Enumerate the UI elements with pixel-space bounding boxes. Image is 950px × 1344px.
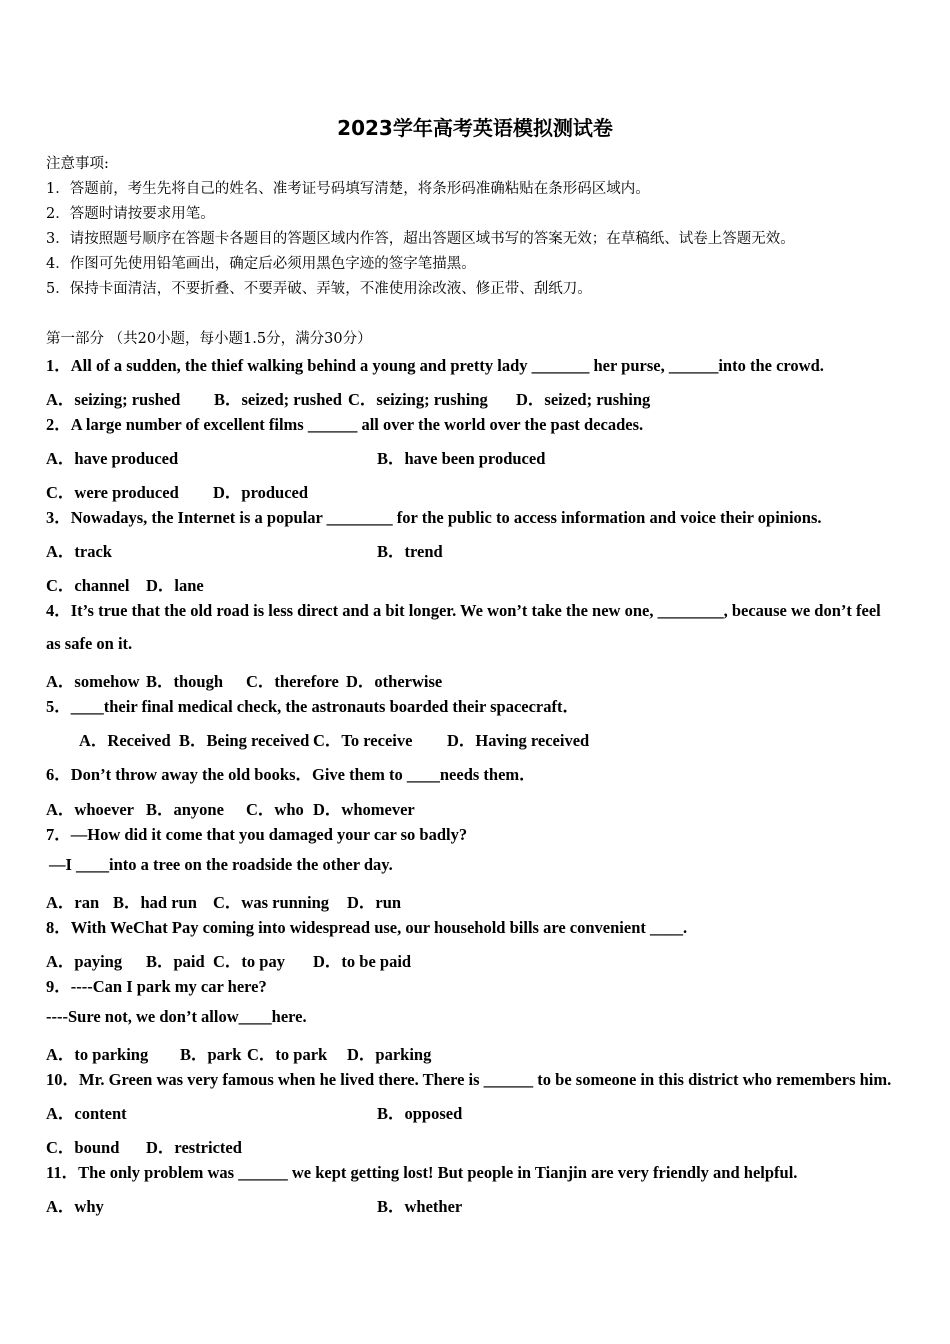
option-c[interactable]: C．channel (46, 576, 130, 595)
option-c[interactable]: C．who (246, 800, 304, 819)
question-text: The only problem was ______ we kept getting lost! But people in Tianjin are very friendly and helpful. (78, 1163, 798, 1182)
question-2-stem (46, 411, 643, 435)
option-b[interactable]: B．whether (377, 1197, 463, 1216)
question-11-options-row1 (46, 1193, 462, 1217)
option-b[interactable]: B．opposed (377, 1104, 463, 1123)
question-number: 5． (46, 697, 71, 716)
question-6-stem (46, 761, 536, 785)
option-d[interactable]: D．seized; rushing (516, 390, 651, 409)
question-text: With WeChat Pay coming into widespread use, our household bills are convenient ____. (70, 918, 688, 937)
question-7-options (46, 889, 401, 913)
question-10-options-row1 (46, 1100, 462, 1124)
question-4-stem (46, 597, 881, 621)
question-9-stem (46, 973, 267, 997)
question-2-options-row2 (46, 479, 308, 503)
option-b[interactable]: B．though (146, 672, 224, 691)
question-4-options (46, 668, 442, 692)
option-c[interactable]: C．therefore (246, 672, 339, 691)
option-c[interactable]: C．to pay (213, 952, 285, 971)
question-number: 11． (46, 1163, 79, 1182)
question-number: 2． (46, 415, 71, 434)
question-number: 7． (46, 825, 71, 844)
option-d[interactable]: D．whomever (313, 800, 415, 819)
option-c[interactable]: C．to park (247, 1045, 328, 1064)
option-c[interactable]: C．were produced (46, 483, 179, 502)
question-7-stem (46, 821, 467, 845)
question-number: 8． (46, 918, 71, 937)
option-a[interactable]: A．to parking (46, 1045, 149, 1064)
question-10-stem (46, 1066, 891, 1090)
question-text: ____their final medical check, the astronauts boarded their spacecraft． (70, 697, 579, 716)
question-4-stem-continued: as safe on it. (46, 634, 133, 653)
question-text: Nowadays, the Internet is a popular ________ for the public to access information and voice their opinions. (70, 508, 822, 527)
option-a[interactable]: A．content (46, 1104, 127, 1123)
option-b[interactable]: B．anyone (146, 800, 224, 819)
option-d[interactable]: D．Having received (447, 731, 590, 750)
exam-title: 2023学年高考英语模拟测试卷 (337, 116, 613, 140)
question-text: ----Can I park my car here? (70, 977, 267, 996)
question-text: A large number of excellent films ______ all over the world over the past decades. (70, 415, 644, 434)
question-3-options-row2 (46, 572, 204, 596)
option-a[interactable]: A．whoever (46, 800, 134, 819)
question-11-stem (46, 1159, 797, 1183)
question-10-options-row2 (46, 1134, 242, 1158)
option-a[interactable]: A．why (46, 1197, 104, 1216)
question-number: 6． (46, 765, 71, 784)
option-b[interactable]: B．paid (146, 952, 205, 971)
question-number: 9． (46, 977, 71, 996)
option-b[interactable]: B．Being received (179, 731, 310, 750)
question-text: All of a sudden, the thief walking behind a young and pretty lady _______ her purse, ______into the crowd. (70, 356, 824, 375)
question-6-options (46, 796, 415, 820)
question-text: It’s true that the old road is less direct and a bit longer. We won’t take the new one, ________, because we don’t feel (70, 601, 881, 620)
option-d[interactable]: D．otherwise (346, 672, 443, 691)
option-c[interactable]: C．To receive (313, 731, 413, 750)
option-a[interactable]: A．paying (46, 952, 123, 971)
question-9-stem-continued: ----Sure not, we don’t allow____here. (46, 1007, 307, 1026)
question-number: 1． (46, 356, 71, 375)
option-b[interactable]: B．seized; rushed (214, 390, 342, 409)
option-d[interactable]: D．to be paid (313, 952, 412, 971)
question-5-options (79, 727, 589, 751)
question-number: 4． (46, 601, 71, 620)
option-a[interactable]: A．somehow (46, 672, 140, 691)
question-9-options (46, 1041, 431, 1065)
option-b[interactable]: B．trend (377, 542, 443, 561)
option-a[interactable]: A．seizing; rushed (46, 390, 181, 409)
question-1-options (46, 386, 650, 410)
option-b[interactable]: B．have been produced (377, 449, 546, 468)
note-item: 5．保持卡面清洁，不要折叠、不要弄破、弄皱，不准使用涂改液、修正带、刮纸刀。 (46, 281, 592, 297)
option-c[interactable]: C．was running (213, 893, 329, 912)
option-d[interactable]: D．run (347, 893, 402, 912)
option-c[interactable]: C．seizing; rushing (348, 390, 488, 409)
question-3-options-row1 (46, 538, 443, 562)
option-a[interactable]: A．Received (79, 731, 171, 750)
question-number: 3． (46, 508, 71, 527)
section-heading: 第一部分 （共20小题，每小题1.5分，满分30分） (46, 331, 372, 347)
option-d[interactable]: D．parking (347, 1045, 432, 1064)
option-a[interactable]: A．track (46, 542, 112, 561)
question-3-stem (46, 504, 822, 528)
question-8-options (46, 948, 411, 972)
note-item: 4．作图可先使用铅笔画出，确定后必须用黑色字迹的签字笔描黑。 (46, 256, 476, 272)
option-a[interactable]: A．ran (46, 893, 100, 912)
option-b[interactable]: B．park (180, 1045, 242, 1064)
question-text: Don’t throw away the old books．Give them to ____needs them． (70, 765, 536, 784)
note-item: 1．答题前，考生先将自己的姓名、准考证号码填写清楚，将条形码准确粘贴在条形码区域内。 (46, 181, 650, 197)
question-5-stem (46, 693, 579, 717)
note-item: 3．请按照题号顺序在答题卡各题目的答题区域内作答，超出答题区域书写的答案无效；在草稿纸、试卷上答题无效。 (46, 231, 795, 247)
option-c[interactable]: C．bound (46, 1138, 120, 1157)
question-2-options-row1 (46, 445, 545, 469)
option-d[interactable]: D．restricted (146, 1138, 242, 1157)
note-item: 2．答题时请按要求用笔。 (46, 206, 215, 222)
option-d[interactable]: D．lane (146, 576, 204, 595)
notes-heading: 注意事项: (46, 156, 109, 172)
question-text: Mr. Green was very famous when he lived there. There is ______ to be someone in this district who remembers him. (79, 1070, 892, 1089)
option-a[interactable]: A．have produced (46, 449, 179, 468)
question-text: —How did it come that you damaged your car so badly? (70, 825, 468, 844)
option-b[interactable]: B．had run (113, 893, 197, 912)
question-number: 10． (46, 1070, 79, 1089)
question-7-stem-continued: —I ____into a tree on the roadside the other day. (49, 855, 393, 874)
question-1-stem (46, 352, 824, 376)
option-d[interactable]: D．produced (213, 483, 309, 502)
question-8-stem (46, 914, 687, 938)
